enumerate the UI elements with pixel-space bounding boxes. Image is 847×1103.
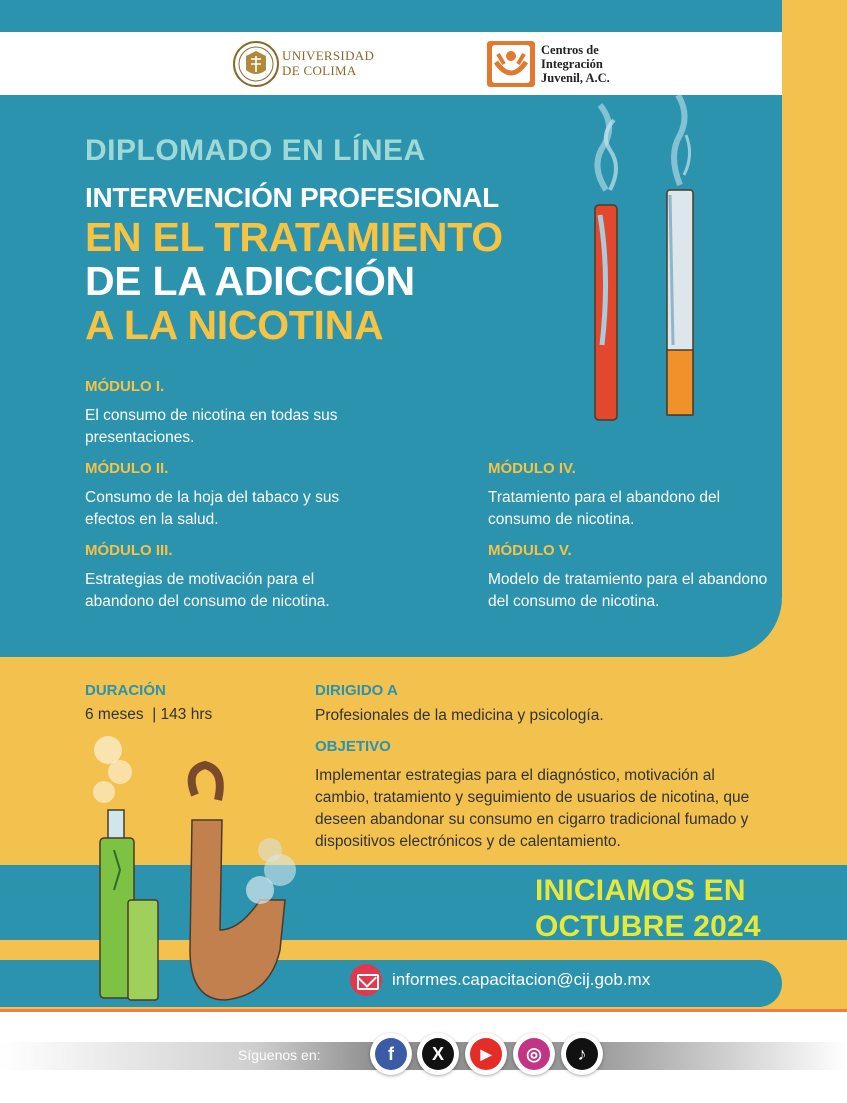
udc-name-line2: DE COLIMA <box>282 63 357 78</box>
program-title <box>85 183 503 347</box>
cij-name-line1: Centros de <box>541 43 599 57</box>
instagram-link[interactable] <box>513 1033 555 1075</box>
launch-line-2: OCTUBRE 2024 <box>535 910 761 943</box>
cij-name-line2: Integración <box>541 57 603 71</box>
tiktok-icon: ♪ <box>566 1038 598 1070</box>
cij-logo-icon <box>486 40 536 88</box>
module-1-heading: MÓDULO I. <box>85 378 165 395</box>
launch-line-1: INICIAMOS EN <box>535 874 746 907</box>
module-4-heading: MÓDULO IV. <box>488 460 576 477</box>
cij-name-line3: Juvenil, A.C. <box>541 71 610 85</box>
facebook-link[interactable] <box>370 1033 412 1075</box>
module-2-heading: MÓDULO II. <box>85 460 169 477</box>
top-stripe-teal <box>0 0 782 32</box>
title-line-2: EN EL TRATAMIENTO <box>85 214 503 260</box>
youtube-link[interactable] <box>465 1033 507 1075</box>
contact-email[interactable]: informes.capacitacion@cij.gob.mx <box>392 970 651 989</box>
title-line-4: A LA NICOTINA <box>85 302 384 348</box>
module-3-heading: MÓDULO III. <box>85 542 173 559</box>
objective-heading: OBJETIVO <box>315 738 391 755</box>
youtube-icon: ▶ <box>470 1038 502 1070</box>
duration-value: 6 meses | 143 hrs <box>85 706 213 723</box>
x-icon: X <box>422 1038 454 1070</box>
title-line-1: INTERVENCIÓN PROFESIONAL <box>85 182 499 213</box>
module-5-heading: MÓDULO V. <box>488 542 572 559</box>
module-2-text: Consumo de la hoja del tabaco y sus efectos en la salud. <box>85 489 340 528</box>
duration-heading: DURACIÓN <box>85 682 166 699</box>
audience-heading: DIRIGIDO A <box>315 682 398 699</box>
module-4-text: Tratamiento para el abandono del consumo de nicotina. <box>488 489 721 528</box>
follow-label: Síguenos en: <box>238 1047 321 1063</box>
udc-name-line1: UNIVERSIDAD <box>282 48 375 63</box>
cigarettes-illustration <box>570 95 720 430</box>
instagram-icon: ◎ <box>518 1038 550 1070</box>
tiktok-link[interactable] <box>561 1033 603 1075</box>
universidad-de-colima-seal-icon <box>232 40 280 88</box>
title-line-3: DE LA ADICCIÓN <box>85 258 415 304</box>
module-3-text: Estrategias de motivación para el abandono del consumo de nicotina. <box>85 571 330 610</box>
vape-and-pipe-illustration <box>70 730 320 1010</box>
program-type: DIPLOMADO EN LÍNEA <box>85 134 426 167</box>
cij-name <box>541 43 610 85</box>
mail-icon <box>350 964 382 996</box>
module-1-text: El consumo de nicotina en todas sus presentaciones. <box>85 407 338 446</box>
udc-name <box>282 48 374 78</box>
right-yellow-band <box>782 32 847 672</box>
objective-value: Implementar estrategias para el diagnóstico, motivación al cambio, tratamiento y seguimiento de usuarios de nicotina, que deseen abandonar su consumo en cigarro tradicional fumado y dispositivos electrónicos y de calentamiento. <box>315 767 750 850</box>
module-5-text: Modelo de tratamiento para el abandono del consumo de nicotina. <box>488 571 768 610</box>
audience-value: Profesionales de la medicina y psicología. <box>315 707 604 724</box>
top-stripe-yellow <box>782 0 847 32</box>
launch-date <box>535 873 761 945</box>
facebook-icon: f <box>375 1038 407 1070</box>
x-link[interactable] <box>417 1033 459 1075</box>
header-bar <box>0 32 847 95</box>
